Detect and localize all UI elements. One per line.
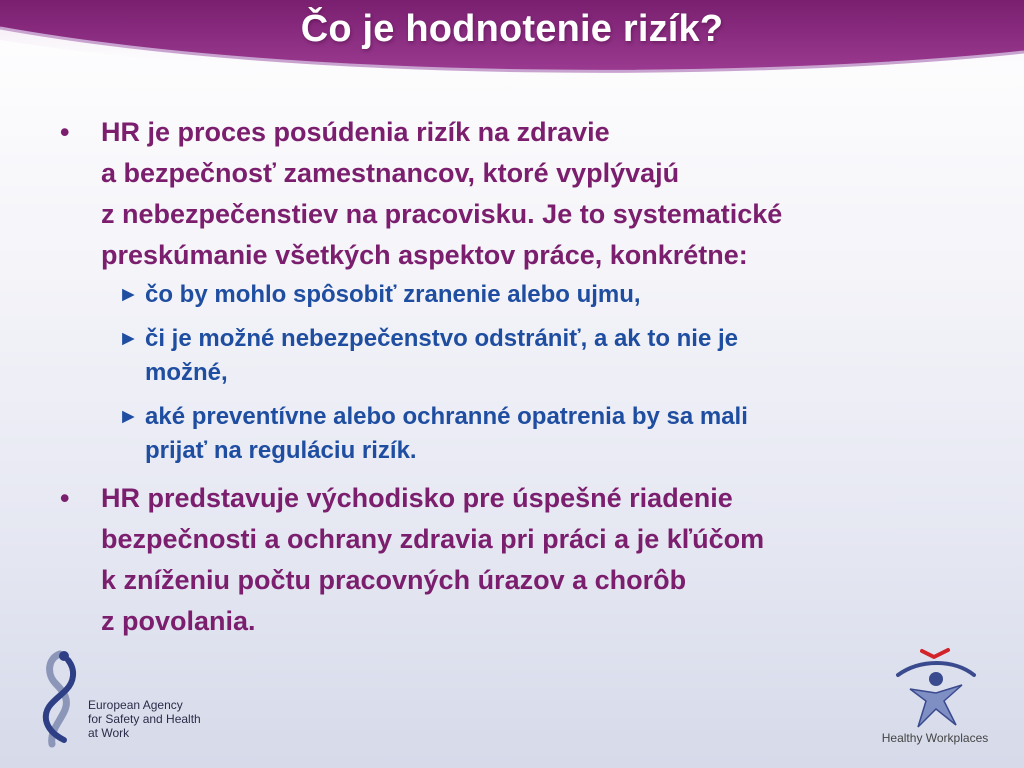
bullet-marker: • (60, 483, 70, 513)
sub-list (118, 278, 978, 468)
bullet-2-line-2: bezpečnosti a ochrany zdravia pri práci a je kľúčom (101, 524, 765, 554)
eu-agency-line-3: at Work (88, 726, 130, 740)
sub-item-3-line-1: aké preventívne alebo ochranné opatrenia by sa mali (145, 403, 748, 430)
sub-item-2-line-1: či je možné nebezpečenstvo odstrániť, a ak to nie je (145, 325, 739, 352)
slide-content (58, 112, 978, 642)
sub-item-3 (118, 400, 978, 468)
sub-item-2 (118, 322, 978, 390)
slide-title: Čo je hodnotenie rizík? (300, 8, 724, 50)
arrow-icon: ► (118, 283, 139, 306)
arrow-icon: ► (118, 405, 139, 428)
bullet-2-line-1: HR predstavuje východisko pre úspešné riadenie (101, 483, 733, 513)
sub-item-2-line-2: možné, (145, 359, 228, 386)
sub-item-1-line-1: čo by mohlo spôsobiť zranenie alebo ujmu, (145, 281, 641, 308)
bullet-1-line-2: a bezpečnosť zamestnancov, ktoré vyplývajú (101, 158, 680, 188)
sub-item-1 (118, 278, 978, 312)
eu-agency-name (88, 698, 201, 740)
healthy-workplaces-logo-icon (870, 645, 1000, 731)
eu-agency-logo (30, 648, 230, 748)
arrow-icon: ► (118, 327, 139, 350)
eu-agency-line-1: European Agency (88, 698, 183, 712)
healthy-workplaces-logo (870, 645, 1000, 755)
bullet-2-line-3: k zníženiu počtu pracovných úrazov a chorôb (101, 565, 687, 595)
bullet-item-1 (58, 112, 978, 276)
bullet-1-line-4: preskúmanie všetkých aspektov práce, konkrétne: (101, 240, 748, 270)
healthy-workplaces-label: Healthy Workplaces (881, 731, 989, 745)
eu-osha-logo-icon (30, 648, 90, 748)
bullet-1-line-1: HR je proces posúdenia rizík na zdravie (101, 117, 610, 147)
bullet-marker: • (60, 117, 70, 147)
bullet-2-line-4: z povolania. (101, 606, 256, 636)
bullet-1-line-3: z nebezpečenstiev na pracovisku. Je to systematické (101, 199, 783, 229)
eu-agency-line-2: for Safety and Health (88, 712, 201, 726)
bullet-item-2 (58, 478, 978, 642)
sub-item-3-line-2: prijať na reguláciu rizík. (145, 437, 417, 464)
